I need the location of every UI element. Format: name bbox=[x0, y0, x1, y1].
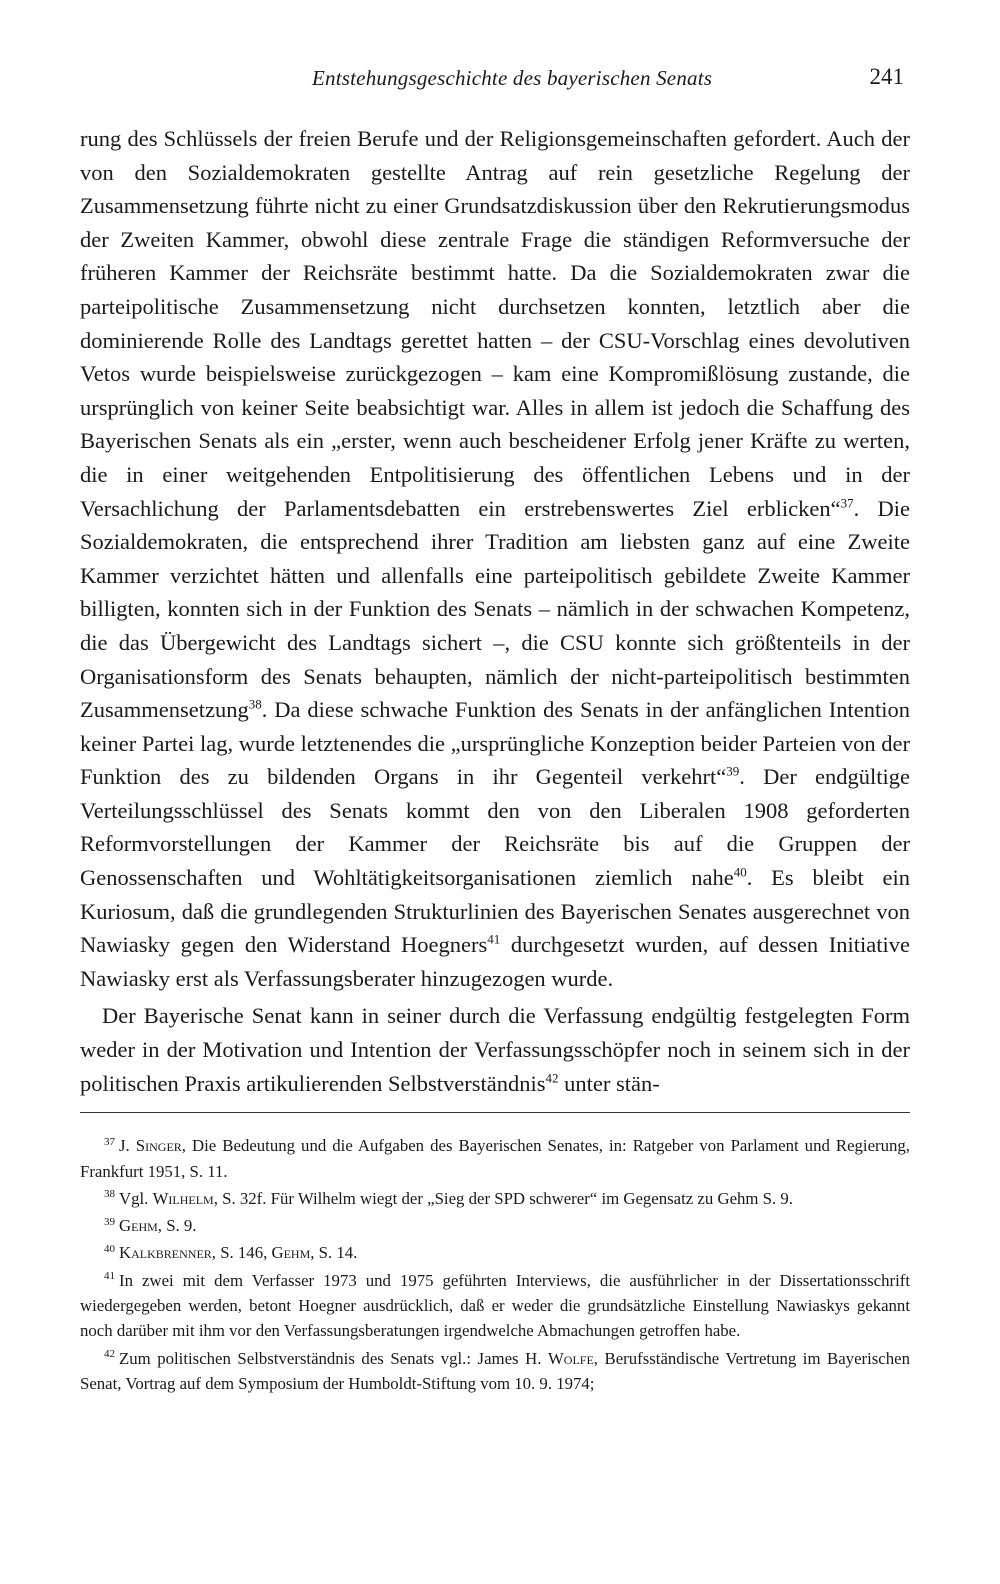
footnote-ref-39: 39 bbox=[726, 763, 740, 779]
body-text bbox=[80, 122, 910, 1100]
author-name: Wolfe bbox=[547, 1348, 594, 1368]
author-name: Gehm bbox=[119, 1216, 158, 1236]
footnote-text: , S. 146, bbox=[211, 1243, 272, 1263]
footnote-40 bbox=[80, 1240, 910, 1265]
paragraph-1 bbox=[80, 122, 910, 995]
footnote-ref-42: 42 bbox=[545, 1070, 559, 1086]
paragraph-1-text-3: . Da diese schwache Funktion des Senats in der anfänglichen Intention keiner Partei lag, wurde letztenendes die „ursprüngliche Konzeption beider Parteien von der Funktion des zu bildenden Organs in ihr Gegenteil verkehrt“ bbox=[80, 697, 910, 790]
footnote-number: 39 bbox=[104, 1215, 115, 1228]
paragraph-1-text-1: rung des Schlüssels der freien Berufe und der Religionsgemeinschaften gefordert. Auch der von den Sozialdemokraten gestellte Antrag auf rein gesetzliche Regelung der Zusammensetzung führte nicht zu einer Grundsatzdiskussion über den Rekrutierungsmodus der Zweiten Kammer, obwohl diese zentrale Frage die ständigen Reformversuche der früheren Kammer der Reichsräte bestimmt hatte. Da die Sozialdemokraten zwar die parteipolitische Zusammensetzung nicht durchsetzen konnten, letztlich aber die dominierende Rolle des Landtags gerettet hatten – der CSU-Vorschlag eines devolutiven Vetos wurde beispielsweise zurückgezogen – kam eine Kompromißlösung zustande, die ursprünglich von keiner Seite beabsichtigt war. Alles in allem ist jedoch die Schaffung des Bayerischen Senats als ein „erster, wenn auch bescheidener Erfolg jener Kräfte zu werten, die in einer weitgehenden Entpolitisierung des öffentlichen Lebens und in der Versachlichung der Parlamentsdebatten ein erstrebenswertes Ziel erblicken“ bbox=[80, 126, 910, 521]
book-page bbox=[80, 60, 910, 1398]
paragraph-2 bbox=[80, 999, 910, 1100]
paragraph-1-text-4: . Der endgültige Verteilungsschlüssel des Senats kommt den von den Liberalen 1908 geforderten Reformvorstellungen der Kammer der Reichsräte bis auf die Gruppen der Genossenschaften und Wohltätigkeitsorganisationen ziemlich nahe bbox=[80, 764, 910, 891]
footnote-text: , Die Bedeutung und die Aufgaben des Bayerischen Senates, in: Ratgeber von Parlament und Regierung, Frankfurt 1951, S. 11. bbox=[80, 1136, 911, 1181]
footnote-ref-41: 41 bbox=[487, 931, 501, 947]
footnote-text: , S. 9. bbox=[157, 1216, 197, 1236]
paragraph-2-text-2: unter stän- bbox=[558, 1070, 660, 1096]
footnote-number: 37 bbox=[104, 1135, 115, 1148]
author-name: Singer bbox=[135, 1136, 182, 1156]
footnote-text: , S. 32f. Für Wilhelm wiegt der „Sieg der SPD schwerer“ im Gegensatz zu Gehm S. 9. bbox=[213, 1188, 793, 1208]
footnote-39 bbox=[80, 1213, 910, 1238]
footnote-number: 38 bbox=[104, 1188, 115, 1201]
footnote-divider bbox=[80, 1112, 910, 1113]
paragraph-2-text-1: Der Bayerische Senat kann in seiner durch die Verfassung endgültig festgelegten Form weder in der Motivation und Intention der Verfassungsschöpfer noch in seinem sich in der politischen Praxis artikulierenden Selbstverständnis bbox=[80, 1003, 910, 1096]
paragraph-1-text-2: . Die Sozialdemokraten, die entsprechend ihrer Tradition am liebsten ganz auf eine Zweite Kammer verzichtet hätten und allenfalls eine parteipolitisch gebildete Zweite Kammer billigten, konnten sich in der Funktion des Senats – nämlich in der schwachen Kompetenz, die das Übergewicht des Landtags sichert –, die CSU konnte sich größtenteils in der Organisationsform des Senats behaupten, nämlich der nicht-parteipolitisch bestimmten Zusammensetzung bbox=[80, 495, 910, 723]
footnote-38 bbox=[80, 1186, 910, 1211]
author-name: Kalkbrenner bbox=[119, 1243, 212, 1263]
footnote-text: Vgl. bbox=[119, 1188, 153, 1208]
author-name: Gehm bbox=[271, 1243, 311, 1263]
running-title: Entstehungsgeschichte des bayerischen Senats bbox=[312, 66, 713, 90]
paragraph-1-text-6: durchgesetzt wurden, auf dessen Initiative Nawiasky erst als Verfassungsberater hinzugezogen wurde. bbox=[80, 932, 910, 991]
footnotes bbox=[80, 1133, 910, 1396]
footnote-ref-40: 40 bbox=[733, 864, 747, 880]
footnote-text: Zum politischen Selbstverständnis des Senats vgl.: James H. bbox=[119, 1348, 548, 1368]
footnote-42 bbox=[80, 1346, 910, 1397]
page-number: 241 bbox=[869, 64, 904, 89]
footnote-ref-38: 38 bbox=[248, 696, 262, 712]
author-name: Wilhelm bbox=[152, 1188, 214, 1208]
footnote-number: 41 bbox=[104, 1270, 115, 1283]
footnote-41 bbox=[80, 1268, 910, 1344]
footnote-number: 42 bbox=[104, 1348, 115, 1360]
paragraph-1-text-5: . Es bleibt ein Kuriosum, daß die grundlegenden Strukturlinien des Bayerischen Senates ausgerechnet von Nawiasky gegen den Widerstand Hoegners bbox=[80, 865, 910, 958]
footnote-ref-37: 37 bbox=[840, 495, 854, 511]
footnote-number: 40 bbox=[104, 1242, 115, 1255]
footnote-text: In zwei mit dem Verfasser 1973 und 1975 geführten Interviews, die ausführlicher in der Dissertationsschrift wiedergegeben werden, betont Hoegner ausdrücklich, daß er weder die grundsätzliche Einstellung Nawiaskys gekannt noch darüber mit ihm vor den Verfassungsberatungen irgendwelche Abmachungen getroffen habe. bbox=[80, 1270, 910, 1341]
footnote-text: , S. 14. bbox=[310, 1243, 358, 1263]
footnote-text: J. bbox=[119, 1136, 136, 1156]
footnote-37 bbox=[80, 1133, 910, 1184]
footnote-text: , Berufsständische Vertretung im Bayerischen Senat, Vortrag auf dem Symposium der Humboldt-Stiftung vom 10. 9. 1974; bbox=[80, 1348, 910, 1393]
running-head bbox=[80, 60, 910, 100]
